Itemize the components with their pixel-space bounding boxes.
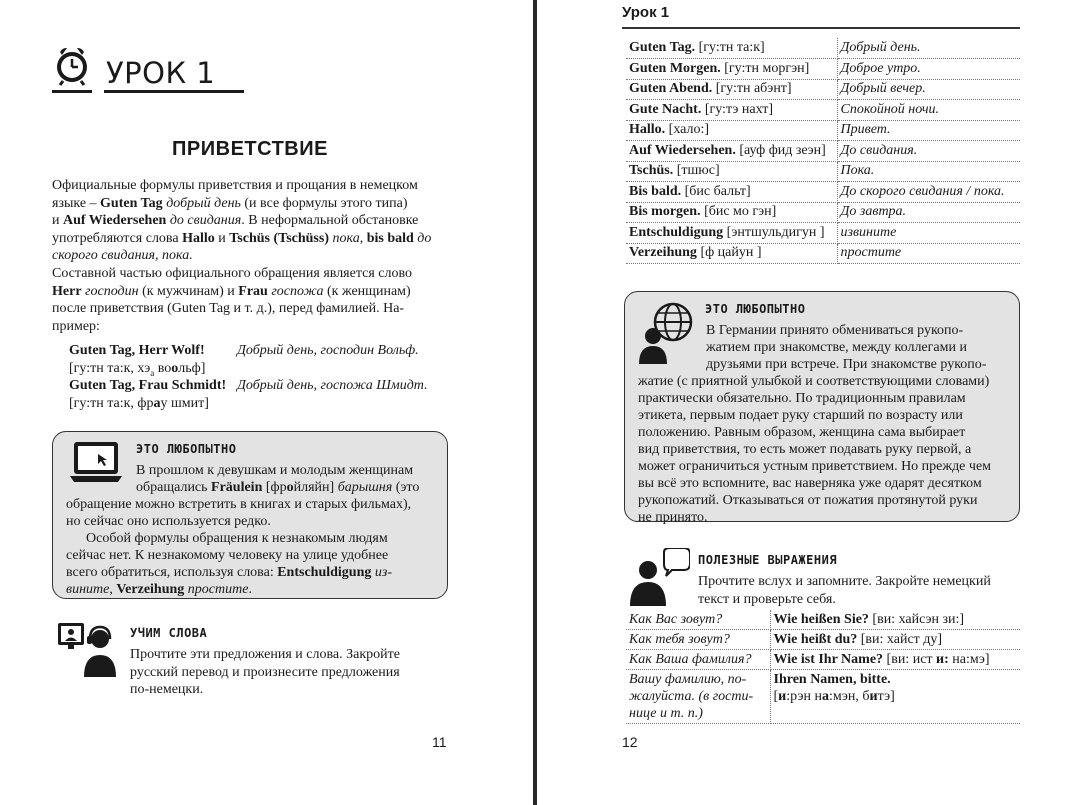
alarm-clock-icon [52,40,92,90]
transcription-part: [гу:тн та:к, хэ [69,360,151,376]
transcription-stress: а [821,689,829,704]
intro-paragraph [52,177,448,265]
term: Fräulein [211,480,263,495]
address-paragraph [52,265,448,335]
phrase-german [770,650,1020,670]
vocab-german [626,59,837,80]
term: Verzeihung [116,582,185,597]
table-row [626,38,1020,59]
transcription: [энтшульдигун ] [723,224,825,240]
useful-phrases-title: ПОЛЕЗНЫЕ ВЫРАЖЕНИЯ [698,553,838,567]
vocab-german [626,120,837,141]
table-row [626,100,1020,121]
transcription-part: у шмит] [160,395,209,411]
text-line: Прочтите вслух и запомните. Закройте немецкий [698,574,991,589]
example-german: Guten Tag, Frau Schmidt! [69,378,227,393]
text-line: положению. Равным образом, женщина сама выбирает [638,425,966,440]
translation: добрый день [162,195,241,211]
term: Wie heißt du? [773,632,858,647]
term: Auf Wiedersehen [63,213,167,228]
vocab-german [626,79,837,100]
translation: пока [329,230,360,246]
text: . В неформальной обстановке [241,213,419,228]
transcription: [тшюс] [673,163,720,179]
term: Bis morgen. [629,204,701,220]
vocab-translation: Добрый вечер. [837,79,1020,100]
transcription: :мэн, б [828,689,870,704]
text-line: пример: [52,318,100,334]
learn-words-text [130,646,448,699]
term: Frau [238,283,268,299]
term: Guten Morgen. [629,60,721,76]
transcription-stress: и [778,689,787,704]
text-line: вы всё это вспомните, вас наверняка уже одарят десятком [638,476,982,491]
page-number: 11 [432,734,447,750]
chapter-title: ПРИВЕТСТВИЕ [172,138,328,160]
text: (к женщинам) [323,283,411,299]
term: Auf Wiedersehen. [629,142,736,158]
vocab-translation: Привет. [837,120,1020,141]
transcription-part: во [154,360,172,376]
text-line: после приветствия (Guten Tag и т. д.), перед фамилией. На- [52,301,405,316]
term: bis bald [366,230,414,246]
vocab-translation: извините [837,223,1020,244]
phrase-russian: Как Вас зовут? [626,610,770,630]
term: Wie ist Ihr Name? [773,652,884,667]
transcription: [ви: хайст ду] [857,632,943,647]
vocab-german [626,38,837,59]
text-line: текст и проверьте себя. [698,591,836,607]
text: . [248,582,252,597]
vocab-german [626,243,837,264]
example-transcription [69,396,209,411]
text-line: Особой формулы обращения к незнакомым людям [86,531,388,546]
table-row [626,161,1020,182]
translation: господин [81,283,139,299]
table-row [626,610,1020,630]
example-phrase [69,377,428,412]
term: Herr [52,283,82,299]
translation: простите [184,582,249,597]
term: Bis bald. [629,183,682,199]
text-line: жатие (с приятной улыбкой и соответствующими словами) [638,374,990,389]
transcription: [ф цайун ] [696,245,762,261]
translation: из- [371,565,392,580]
vocab-translation: До завтра. [837,202,1020,223]
text-line: Официальные формулы приветствия и прощания в немецком [52,178,418,193]
phrase-german [770,610,1020,630]
text-line: по-немецки. [130,682,204,697]
phrase-german [770,670,1020,724]
term: Guten Abend. [629,81,713,97]
transcription: на:мэ] [948,652,990,667]
transcription: [гу:тн та:к] [695,40,765,55]
transcription-stress: о [286,480,294,495]
table-row [626,202,1020,223]
transcription-part: а [150,367,155,378]
text: всего обратиться, используя слова: [66,565,278,580]
translation: до [413,230,432,246]
heading-rule [104,90,244,93]
text: обращались [136,480,212,495]
trivia-text [66,462,438,598]
heading-rule [52,90,92,93]
transcription-stress: и [869,689,878,704]
text-line: В Германии принято обмениваться рукопо- [706,323,964,338]
phrase-russian [626,670,770,724]
text-line: обращение можно встретить в книгах и старых фильмах), [66,497,412,512]
text-line: В прошлом к девушкам и молодым женщинам [136,463,414,478]
text-line: Вашу фамилию, по- [629,672,747,687]
text-line: друзьями при встрече. При знакомстве рукопо- [706,357,987,372]
text: языке – [52,195,101,211]
vocab-german [626,202,837,223]
transcription: [гу:тэ нахт] [701,101,774,117]
transcription: [гу:тн абэнт] [712,81,792,97]
vocab-translation: Спокойной ночи. [837,100,1020,121]
text-line: этикета, первым подает руку старший по возрасту или [638,408,963,423]
text-line: Прочтите эти предложения и слова. Закройте [130,647,400,662]
translation: вините [66,582,110,597]
example-translation: Добрый день, господин Вольф. [237,343,419,358]
text-line: жалуйста. (в гости- [629,689,754,704]
page-left [0,0,533,805]
example-german: Guten Tag, Herr Wolf! [69,343,205,358]
running-head-rule [622,27,1020,29]
term: Tschüs (Tschüss) [229,230,329,246]
text: , [109,582,117,597]
transcription: [ауф фид зеэн] [735,142,826,158]
transcription: :рэн н [786,689,822,704]
table-row [626,182,1020,203]
spread-divider [533,0,537,805]
table-row [626,59,1020,80]
term: Entschuldigung [277,565,372,580]
table-row [626,141,1020,162]
trivia-text [638,322,1010,526]
phrase-russian: Как тебя зовут? [626,630,770,650]
table-row [626,223,1020,244]
text-line [66,582,252,597]
text: (и все формулы этого типа) [240,195,408,211]
transcription: [хало:] [665,122,710,138]
transcription-part: льф] [178,360,206,376]
text-line: практически обязательно. По традиционным правилам [638,391,966,406]
trivia-box-right [624,291,1020,525]
transcription: тэ] [877,689,895,704]
transcription: [бис бальт] [681,183,751,199]
vocab-german [626,161,837,182]
trivia-title: ЭТО ЛЮБОПЫТНО [705,302,806,316]
vocab-german [626,100,837,121]
translation: барышня [337,480,393,495]
term: Gute Nacht. [629,101,702,117]
text-line: вид приветствия, то есть может подавать руку первой, а [638,442,972,457]
speech-person-icon [626,548,690,606]
phrases-table [626,610,1020,724]
table-row [626,120,1020,141]
text-line: но сейчас оно используется редко. [66,514,271,529]
translation: скорого свидания, пока. [52,248,193,263]
term: Hallo. [629,122,666,138]
vocab-translation: Доброе утро. [837,59,1020,80]
example-phrase [69,342,419,382]
lesson-title: УРОК 1 [106,56,216,90]
vocab-translation: Добрый день. [837,38,1020,59]
text-line: может ограничиться устным приветствием. Но прежде чем [638,459,992,474]
vocab-german [626,223,837,244]
learn-words-title: УЧИМ СЛОВА [130,626,208,640]
term: Guten Tag. [629,40,696,55]
term: Entschuldigung [629,224,724,240]
trivia-box [52,431,448,599]
term: Verzeihung [629,245,697,261]
vocab-translation: До скорого свидания / пока. [837,182,1020,203]
lesson-heading [52,40,244,96]
text: употребляются слова [52,230,183,246]
transcription: [гу:тн моргэн] [720,60,810,76]
term: Ihren Namen, bitte. [773,672,891,687]
text-line: нице и т. п.) [629,706,703,721]
transcription-stress: а [153,395,161,411]
transcription: [бис мо гэн] [700,204,777,220]
text: (к мужчинам) и [138,283,239,299]
vocabulary-table [626,38,1020,264]
transcription: [ви: ист [883,652,937,667]
trivia-title: ЭТО ЛЮБОПЫТНО [136,442,237,456]
text-line: русский перевод и произнесите предложения [130,664,400,680]
text: , [359,230,367,246]
vocab-german [626,141,837,162]
table-row [626,670,1020,724]
phrase-german [770,630,1020,650]
useful-phrases-text [698,573,1020,608]
table-row [626,243,1020,264]
running-head: Урок 1 [622,4,670,21]
transcription-part: [гу:тн та:к, фр [69,395,154,411]
page-number: 12 [622,734,638,750]
text-line [66,480,419,495]
term: Tschüs. [629,163,674,179]
text: [фр [262,480,287,495]
text: йляйн] [293,480,338,495]
vocab-translation: простите [837,243,1020,264]
table-row [626,650,1020,670]
transcription-stress: и: [936,652,949,667]
term: Wie heißen Sie? [773,612,869,627]
text: (это [392,480,420,495]
table-row [626,79,1020,100]
text-line: сейчас нет. К незнакомому человеку на улице удобнее [66,548,389,563]
transcription-stress: о [171,360,179,376]
text-line: Составной частью официального обращения является слово [52,266,412,281]
term: Hallo [182,230,215,246]
term: Guten Tag [100,195,163,211]
vocab-translation: До свидания. [837,141,1020,162]
transcription: [ [773,689,779,704]
example-translation: Добрый день, госпожа Шмидт. [237,378,428,393]
table-row [626,630,1020,650]
vocab-german [626,182,837,203]
phrase-russian: Как Ваша фамилия? [626,650,770,670]
vocab-translation: Пока. [837,161,1020,182]
text-line: рукопожатий. Отказываться от пожатия протянутой руки [638,493,978,508]
text-line: не принято. [638,510,708,525]
example-transcription [69,361,205,376]
text-line: жатием при знакомстве, между коллегами и [706,340,967,355]
text: и [214,230,230,246]
translation: до свидания [166,213,242,228]
transcription: [ви: хайсэн зи:] [868,612,965,627]
learn-words-icon [56,619,118,679]
text-line [66,565,392,580]
text: и [52,213,63,228]
translation: госпожа [267,283,324,299]
